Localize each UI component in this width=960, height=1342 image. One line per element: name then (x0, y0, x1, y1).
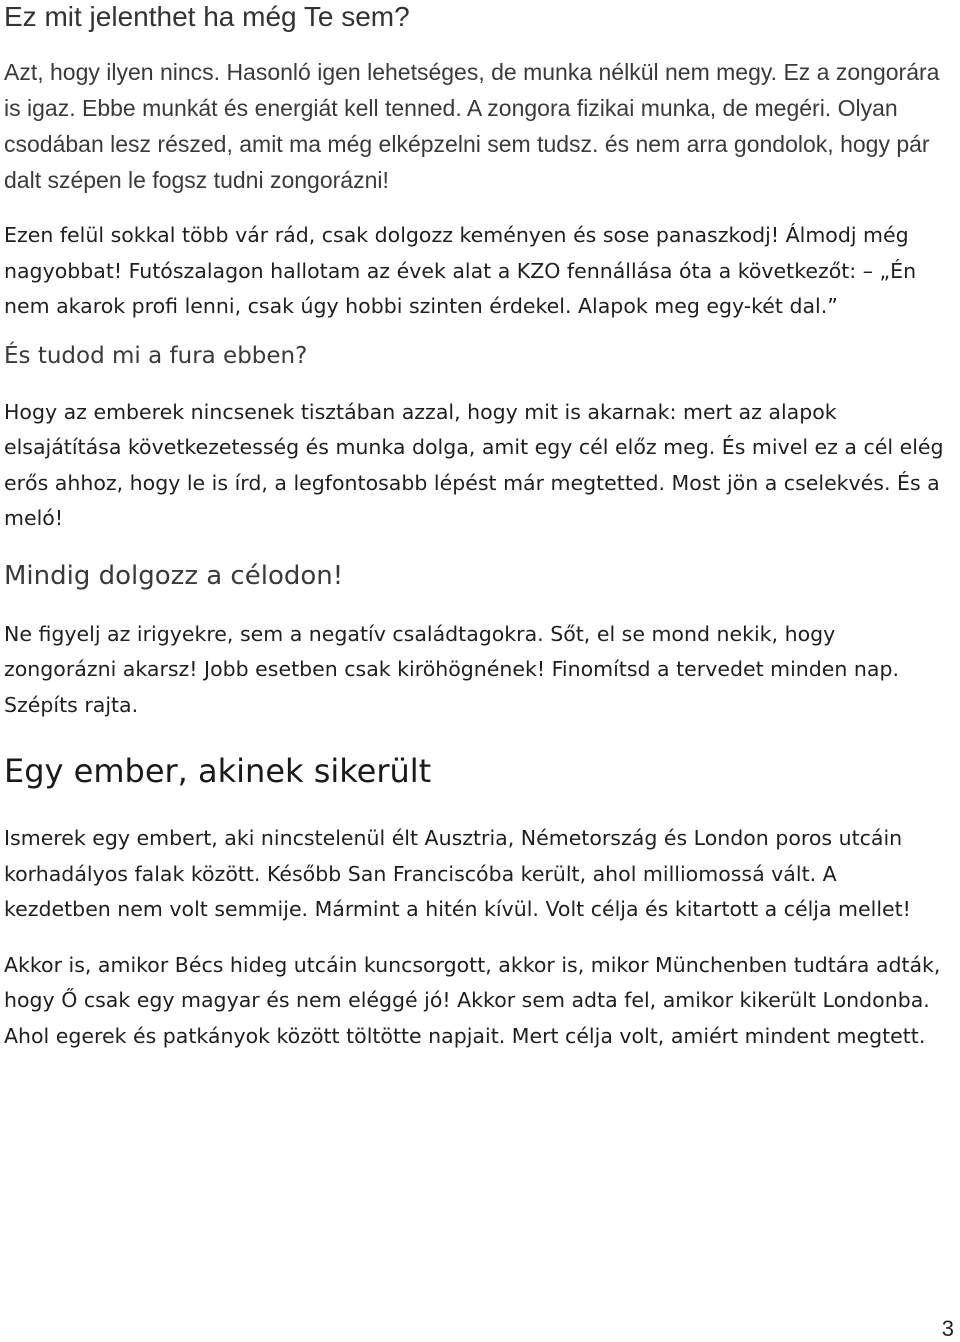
paragraph-explanation: Hogy az emberek nincsenek tisztában azzal, hogy mit is akarnak: mert az alapok elsajátítása következetesség és munka dolga, amit egy cél előz meg. És mivel ez a cél elég erős ahhoz, hogy le is írd, a legfontosabb lépést már megtetted. Most jön a cselekvés. És a meló! (4, 399, 944, 530)
paragraph-story-1: Ismerek egy embert, aki nincstelenül élt Ausztria, Németország és London poros utcáin korhadályos falak között. Később San Franciscóba került, ahol milliomossá vált. A kezdetben nem volt semmije. Mármint a hitén kívül. Volt célja és kitartott a célja mellet! (4, 826, 911, 921)
section-heading: Egy ember, akinek sikerült (4, 752, 432, 790)
paragraph-story-2: Akkor is, amikor Bécs hideg utcáin kuncsorgott, akkor is, mikor Münchenben tudtára adták, hogy Ő csak egy magyar és nem eléggé jó! Akkor sem adta fel, amikor kikerült Londonba. Ahol egerek és patkányok között töltötte napjait. Mert célja volt, amiért mindent megtett. (4, 952, 941, 1048)
subheading-goal: Mindig dolgozz a célodon! (4, 560, 344, 591)
document-page (4, 0, 956, 1054)
subheading-question: És tudod mi a fura ebben? (4, 342, 308, 369)
paragraph-dream: Ezen felül sokkal több vár rád, csak dolgozz keményen és sose panaszkodj! Álmodj még nagyobbat! Futószalagon hallotam az évek alat a KZO fennállása óta a következőt: – „Én nem akarok profi lenni, csak úgy hobbi szinten érdekel. Alapok meg egy-két dal.” (4, 223, 917, 318)
paragraph-intro: Azt, hogy ilyen nincs. Hasonló igen lehetséges, de munka nélkül nem megy. Ez a zongorára is igaz. Ebbe munkát és energiát kell tenned. A zongora fizikai munka, de megéri. Olyan csodában lesz részed, amit ma még elképzelni sem tudsz. és nem arra gondolok, hogy pár dalt szépen le fogsz tudni zongorázni! (4, 59, 940, 193)
page-number: 3 (941, 1316, 954, 1341)
paragraph-advice: Ne figyelj az irigyekre, sem a negatív családtagokra. Sőt, el se mond nekik, hogy zongorázni akarsz! Jobb esetben csak kiröhögnének! Finomítsd a tervedet minden nap. Szépíts rajta. (4, 621, 900, 717)
page-title: Ez mit jelenthet ha még Te sem? (4, 1, 410, 32)
